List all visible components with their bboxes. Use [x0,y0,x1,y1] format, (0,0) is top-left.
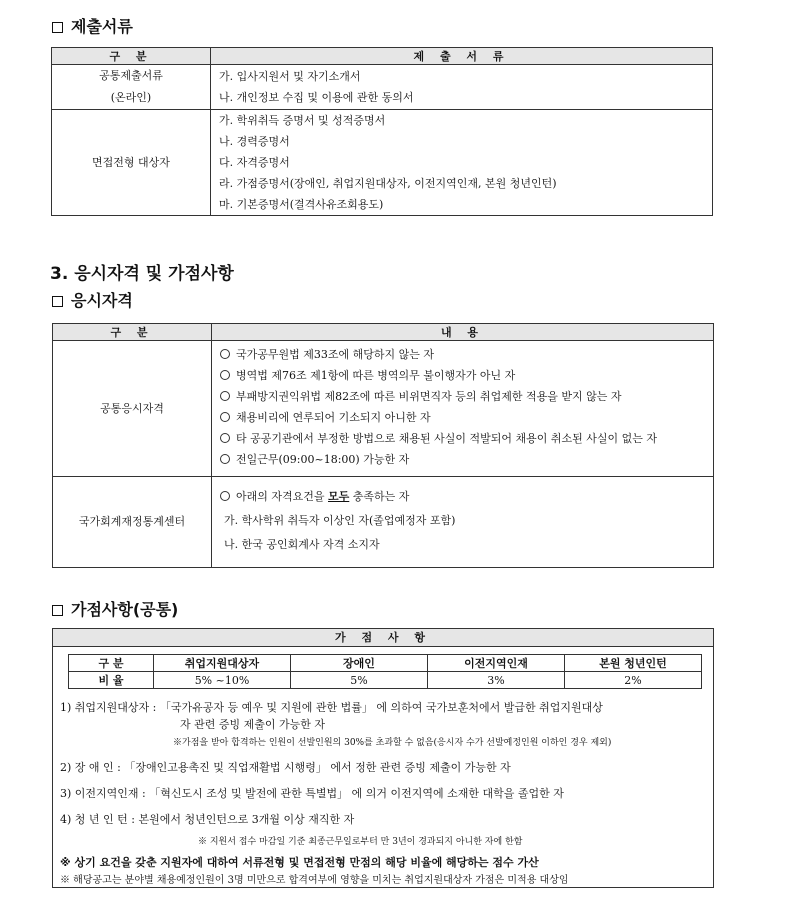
note-3: 3) 이전지역인재 : 「혁신도시 조성 및 발전에 관한 특별법」 에 의거 이전지역에 소재한 대학을 졸업한 자 [60,787,564,800]
table-row [69,672,702,689]
rate-header: 본원 청년인턴 [565,655,702,672]
note-5: ※ 상기 요건을 갖춘 지원자에 대하여 서류전형 및 면접전형 만점의 해당 비율에 해당하는 점수 가산 [60,856,539,869]
row-label: 공통제출서류 (온라인) [52,65,211,110]
note-1: 1) 취업지원대상자 : 「국가유공자 등 예우 및 지원에 관한 법률」 에 의하여 국가보훈처에서 발급한 취업지원대상 [60,701,603,714]
row-label: 국가회계재정통계센터 [53,477,212,568]
circle-bullet-icon [220,412,230,422]
table-row [52,110,713,216]
table-row [53,341,714,477]
row-content: 가. 입사지원서 및 자기소개서 나. 개인정보 수집 및 이용에 관한 동의서 [211,65,713,110]
circle-bullet-icon [220,370,230,380]
circle-bullet-icon [220,391,230,401]
table-header: 구 분 [52,48,211,65]
rate-header: 장애인 [291,655,428,672]
rate-header: 구 분 [69,655,154,672]
rate-cell: 비 율 [69,672,154,689]
note-6: ※ 해당공고는 분야별 채용예정인원이 3명 미만으로 합격여부에 영향을 미치는 취업지원대상자 가점은 미적용 대상임 [60,875,569,886]
rate-header: 이전지역인재 [428,655,565,672]
section-title: 3. 응시자격 및 가점사항 [50,264,234,284]
bonus-box [52,628,714,888]
section-heading-bonus: 가점사항(공통) [52,597,178,620]
row-content: 아래의 자격요건을 모두 충족하는 자 가. 학사학위 취득자 이상인 자(졸업예정자 포함) 나. 한국 공인회계사 자격 소지자 [212,477,714,568]
rate-cell: 5% [291,672,428,689]
eligibility-table [52,323,714,568]
circle-bullet-icon [220,433,230,443]
row-content: 가. 학위취득 증명서 및 성적증명서 나. 경력증명서 다. 자격증명서 라. 가점증명서(장애인, 취업지원대상자, 이전지역인재, 본원 청년인턴) 마. 기본증명서(결격사유조회용도) [211,110,713,216]
circle-bullet-icon [220,491,230,501]
note-4: 4) 청 년 인 턴 : 본원에서 청년인턴으로 3개월 이상 재직한 자 [60,813,355,826]
row-content: 국가공무원법 제33조에 해당하지 않는 자 병역법 제76조 제1항에 따른 병역의무 불이행자가 아닌 자 부패방지권익위법 제82조에 따른 비위면직자 등의 취업제한 적용을 받지 않는 자 채용비리에 연루되어 기소되지 아니한 자 타 공공기관에서 부정한 방법으로 채용된 사실이 적발되어 채용이 취소된 사실이 없는 자 전일근무(09:00~18:00) 가능한 자 [212,341,714,477]
rate-cell: 2% [565,672,702,689]
rate-header: 취업지원대상자 [154,655,291,672]
section-heading-eligibility: 응시자격 [52,288,133,311]
note-1-cont: 자 관련 증빙 제출이 가능한 자 [180,718,325,731]
table-header: 내 용 [212,324,714,341]
circle-bullet-icon [220,349,230,359]
table-row [53,477,714,568]
section-heading-documents: 제출서류 [52,14,133,37]
documents-table [51,47,713,216]
note-1-sub: ※가점을 받아 합격하는 인원이 선발인원의 30%를 초과할 수 없음(응시자 수가 선발예정인원 이하인 경우 제외) [173,738,612,748]
rate-cell: 3% [428,672,565,689]
table-header: 제 출 서 류 [211,48,713,65]
square-bullet-icon [52,22,63,33]
square-bullet-icon [52,296,63,307]
circle-bullet-icon [220,454,230,464]
rate-cell: 5% ~10% [154,672,291,689]
box-title: 가 점 사 항 [53,629,713,647]
row-label: 공통응시자격 [53,341,212,477]
table-row [52,65,713,110]
square-bullet-icon [52,605,63,616]
rate-table [68,654,702,689]
note-2: 2) 장 애 인 : 「장애인고용촉진 및 직업재활법 시행령」 에서 정한 관련 증빙 제출이 가능한 자 [60,761,511,774]
row-label: 면접전형 대상자 [52,110,211,216]
table-header: 구 분 [53,324,212,341]
note-4-sub: ※ 지원서 접수 마감일 기준 최종근무일로부터 만 3년이 경과되지 아니한 자에 한함 [198,837,523,847]
